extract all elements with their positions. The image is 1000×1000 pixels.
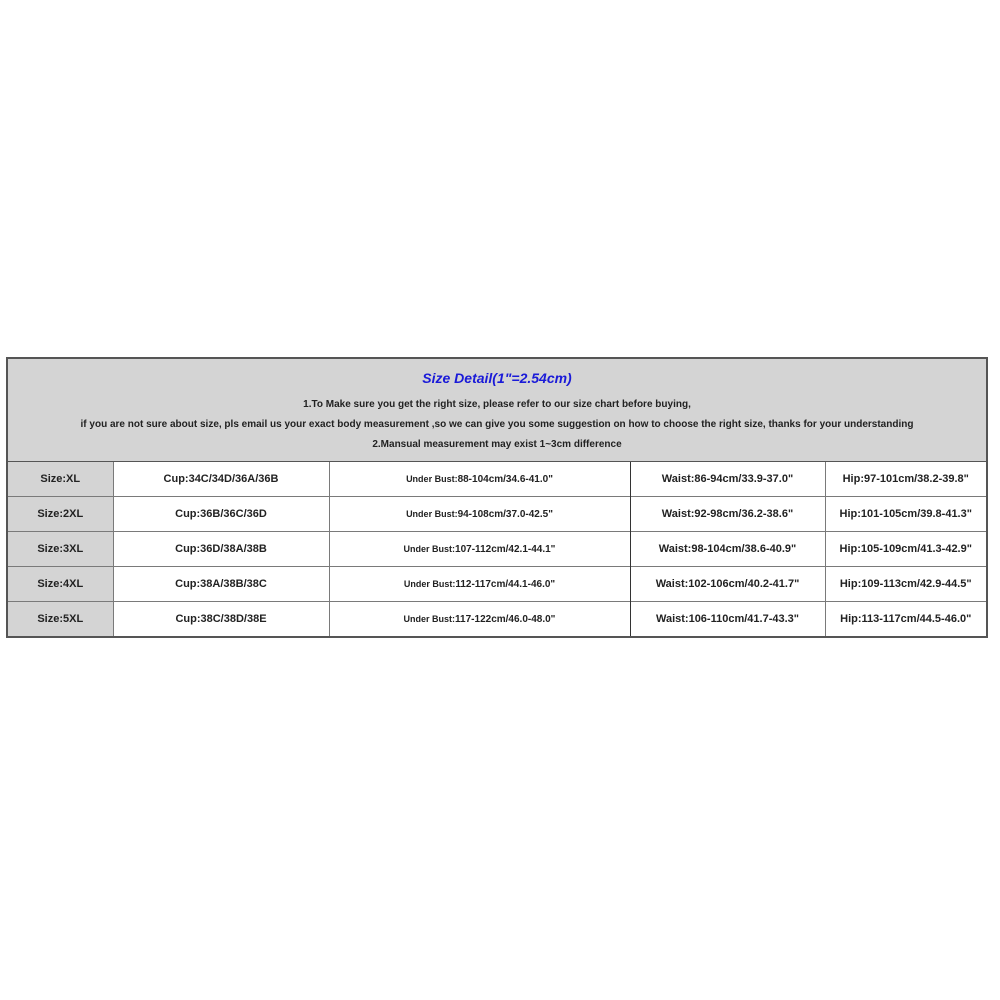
under-bust-label: Under Bust:	[403, 578, 456, 589]
cup-cell: Cup:36D/38A/38B	[113, 532, 329, 567]
hip-cell: Hip:97-101cm/38.2-39.8"	[825, 462, 986, 497]
under-bust-value: 88-104cm/34.6-41.0"	[457, 473, 553, 485]
under-bust-cell	[329, 567, 630, 602]
cup-cell: Cup:34C/34D/36A/36B	[113, 462, 329, 497]
size-cell: Size:2XL	[8, 497, 113, 532]
table-row	[8, 497, 986, 532]
cup-cell: Cup:38C/38D/38E	[113, 602, 329, 637]
waist-cell: Waist:86-94cm/33.9-37.0"	[630, 462, 825, 497]
waist-cell: Waist:98-104cm/38.6-40.9"	[630, 532, 825, 567]
cup-cell: Cup:38A/38B/38C	[113, 567, 329, 602]
chart-note-3: 2.Mansual measurement may exist 1~3cm difference	[372, 439, 622, 450]
waist-cell: Waist:106-110cm/41.7-43.3"	[630, 602, 825, 637]
hip-cell: Hip:101-105cm/39.8-41.3"	[825, 497, 986, 532]
under-bust-label: Under Bust:	[403, 613, 456, 624]
size-cell: Size:5XL	[8, 602, 113, 637]
table-row	[8, 602, 986, 637]
under-bust-value: 107-112cm/42.1-44.1"	[455, 543, 556, 555]
chart-note-2: if you are not sure about size, pls email us your exact body measurement ,so we can give you some suggestion on how to choose the right size, thanks for your understanding	[80, 419, 914, 430]
under-bust-value: 112-117cm/44.1-46.0"	[455, 578, 556, 590]
table-row	[8, 462, 986, 497]
table-row	[8, 567, 986, 602]
hip-cell: Hip:105-109cm/41.3-42.9"	[825, 532, 986, 567]
chart-header	[8, 359, 986, 462]
size-cell: Size:XL	[8, 462, 113, 497]
under-bust-label: Under Bust:	[403, 543, 456, 554]
under-bust-cell	[329, 462, 630, 497]
waist-cell: Waist:102-106cm/40.2-41.7"	[630, 567, 825, 602]
under-bust-cell	[329, 602, 630, 637]
size-cell: Size:3XL	[8, 532, 113, 567]
waist-cell: Waist:92-98cm/36.2-38.6"	[630, 497, 825, 532]
chart-title: Size Detail(1"=2.54cm)	[422, 370, 572, 386]
under-bust-value: 117-122cm/46.0-48.0"	[455, 613, 556, 625]
under-bust-value: 94-108cm/37.0-42.5"	[457, 508, 553, 520]
hip-cell: Hip:109-113cm/42.9-44.5"	[825, 567, 986, 602]
size-table	[8, 462, 986, 636]
table-row	[8, 532, 986, 567]
under-bust-label: Under Bust:	[406, 508, 458, 519]
size-chart	[6, 357, 988, 638]
cup-cell: Cup:36B/36C/36D	[113, 497, 329, 532]
chart-note-1: 1.To Make sure you get the right size, please refer to our size chart before buying,	[303, 399, 691, 410]
under-bust-cell	[329, 497, 630, 532]
hip-cell: Hip:113-117cm/44.5-46.0"	[825, 602, 986, 637]
under-bust-label: Under Bust:	[406, 473, 458, 484]
size-cell: Size:4XL	[8, 567, 113, 602]
under-bust-cell	[329, 532, 630, 567]
